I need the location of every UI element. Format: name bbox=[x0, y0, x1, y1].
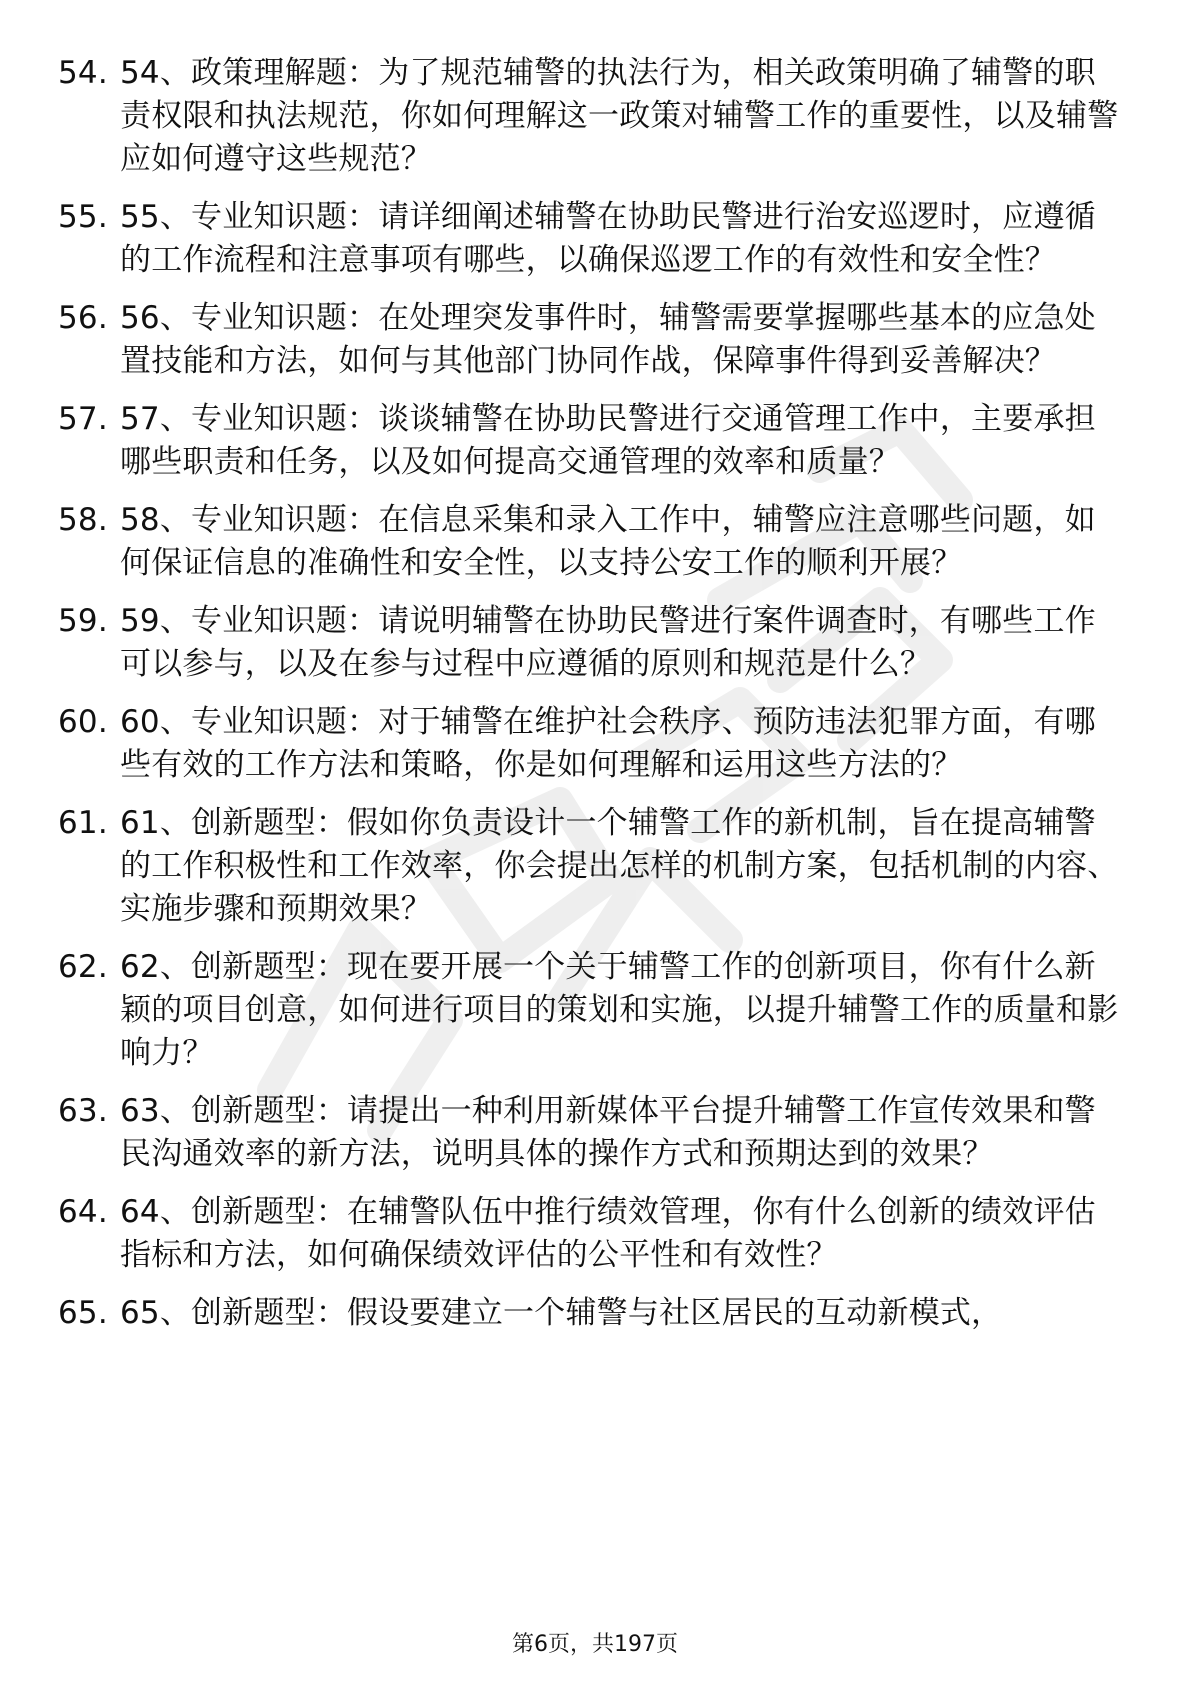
page-footer bbox=[0, 1630, 1190, 1660]
question-item-60 bbox=[58, 701, 1120, 787]
question-number: 65. bbox=[58, 1295, 108, 1331]
question-text: 54、政策理解题：为了规范辅警的执法行为，相关政策明确了辅警的职责权限和执法规范，你如何理解这一政策对辅警工作的重要性，以及辅警应如何遵守这些规范？ bbox=[120, 55, 1119, 177]
question-text: 55、专业知识题：请详细阐述辅警在协助民警进行治安巡逻时，应遵循的工作流程和注意事项有哪些，以确保巡逻工作的有效性和安全性？ bbox=[120, 199, 1096, 278]
question-item-62 bbox=[58, 946, 1120, 1075]
question-text: 64、创新题型：在辅警队伍中推行绩效管理，你有什么创新的绩效评估指标和方法，如何确保绩效评估的公平性和有效性？ bbox=[120, 1194, 1096, 1273]
question-list bbox=[58, 52, 1120, 1350]
question-number: 56. bbox=[58, 300, 108, 336]
question-number: 54. bbox=[58, 55, 108, 91]
question-text: 65、创新题型：假设要建立一个辅警与社区居民的互动新模式， bbox=[120, 1295, 1003, 1331]
question-number: 57. bbox=[58, 401, 108, 437]
question-item-57 bbox=[58, 398, 1120, 484]
question-text: 58、专业知识题：在信息采集和录入工作中，辅警应注意哪些问题，如何保证信息的准确性和安全性，以支持公安工作的顺利开展？ bbox=[120, 502, 1096, 581]
question-text: 61、创新题型：假如你负责设计一个辅警工作的新机制，旨在提高辅警的工作积极性和工作效率，你会提出怎样的机制方案，包括机制的内容、实施步骤和预期效果？ bbox=[120, 805, 1119, 927]
question-item-55 bbox=[58, 196, 1120, 282]
question-text: 57、专业知识题：谈谈辅警在协助民警进行交通管理工作中，主要承担哪些职责和任务，以及如何提高交通管理的效率和质量？ bbox=[120, 401, 1096, 480]
question-item-63 bbox=[58, 1090, 1120, 1176]
question-number: 60. bbox=[58, 704, 108, 740]
page-number-label: 第6页，共197页 bbox=[512, 1632, 678, 1657]
question-number: 61. bbox=[58, 805, 108, 841]
question-text: 62、创新题型：现在要开展一个关于辅警工作的创新项目，你有什么新颖的项目创意，如何进行项目的策划和实施，以提升辅警工作的质量和影响力？ bbox=[120, 949, 1119, 1071]
question-item-54 bbox=[58, 52, 1120, 181]
question-number: 64. bbox=[58, 1194, 108, 1230]
question-item-61 bbox=[58, 802, 1120, 931]
question-number: 62. bbox=[58, 949, 108, 985]
question-item-58 bbox=[58, 499, 1120, 585]
question-item-59 bbox=[58, 600, 1120, 686]
question-text: 56、专业知识题：在处理突发事件时，辅警需要掌握哪些基本的应急处置技能和方法，如何与其他部门协同作战，保障事件得到妥善解决？ bbox=[120, 300, 1096, 379]
question-item-65 bbox=[58, 1292, 1120, 1335]
question-item-64 bbox=[58, 1191, 1120, 1277]
question-item-56 bbox=[58, 297, 1120, 383]
question-text: 59、专业知识题：请说明辅警在协助民警进行案件调查时，有哪些工作可以参与，以及在参与过程中应遵循的原则和规范是什么？ bbox=[120, 603, 1096, 682]
question-text: 60、专业知识题：对于辅警在维护社会秩序、预防违法犯罪方面，有哪些有效的工作方法和策略，你是如何理解和运用这些方法的？ bbox=[120, 704, 1096, 783]
question-text: 63、创新题型：请提出一种利用新媒体平台提升辅警工作宣传效果和警民沟通效率的新方法，说明具体的操作方式和预期达到的效果？ bbox=[120, 1093, 1096, 1172]
question-number: 55. bbox=[58, 199, 108, 235]
question-number: 63. bbox=[58, 1093, 108, 1129]
question-number: 59. bbox=[58, 603, 108, 639]
question-number: 58. bbox=[58, 502, 108, 538]
